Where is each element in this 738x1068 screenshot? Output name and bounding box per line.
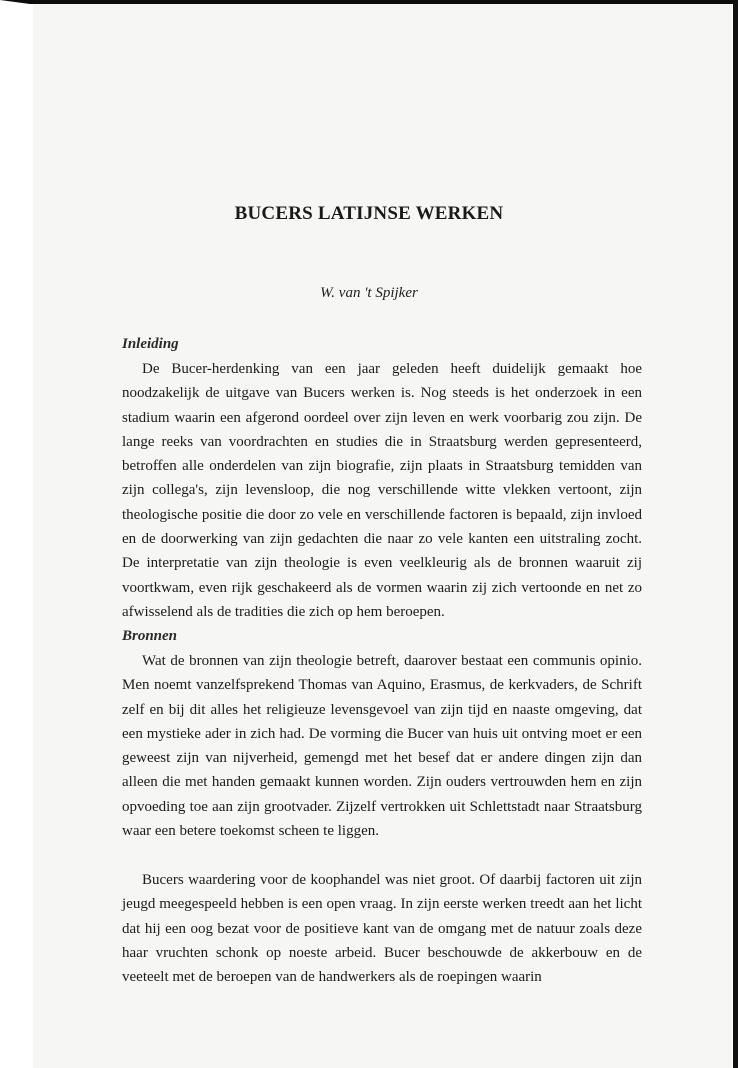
author-byline: W. van 't Spijker — [320, 285, 418, 301]
paragraph-bronnen-2: Bucers waardering voor de koophandel was niet groot. Of daarbij factoren uit zijn jeugd meegespeeld hebben is een open vraag. In zijn eerste werken treedt aan het licht dat hij een oog bezat voor de positieve kant van de omgang met de natuur zoals deze haar vruchten schonk op noeste arbeid. Bucer beschouwde de akkerbouw en de veeteelt met de beroepen van de handwerkers als de roepingen waarin — [122, 872, 642, 986]
paragraph-inleiding: De Bucer-herdenking van een jaar geleden heeft duidelijk gemaakt hoe noodzakelijk de uitgave van Bucers werken is. Nog steeds is het onderzoek in een stadium waarin een afgerond oordeel over zijn leven en werk voorbarig zou zijn. De lange reeks van voordrachten en studies die in Straatsburg werden gepresenteerd, betroffen alle onderdelen van zijn biografie, zijn plaats in Straatsburg temidden van zijn collega's, zijn levensloop, die nog verschillende witte vlekken vertoont, zijn theologische positie die door zo vele en verschillende factoren is bepaald, zijn invloed en de doorwerking van zijn gedachten die naar zo vele kanten een uitstraling zocht. De interpretatie van zijn theologie is even veelkleurig als de bronnen waaruit zij voortkwam, even rijk geschakeerd als de vormen waarin zij zich vertoonde en net zo afwisselend als de tradities die zich op hem beroepen. — [122, 361, 642, 620]
paragraph-bronnen-1: Wat de bronnen van zijn theologie betreft, daarover bestaat een communis opinio. Men noemt vanzelfsprekend Thomas van Aquino, Erasmus, de kerkvaders, de Schrift zelf en bij dit alles het religieuze levensgevoel van zijn tijd en naaste omgeving, dat een mystieke ader in zich had. De vorming die Bucer van huis uit ontving moet er een geweest zijn van nijverheid, gemengd met het besef dat er andere dingen zijn dan alleen die met handen gemaakt kunnen worden. Zijn ouders vertrouwden hem en zijn opvoeding toe aan zijn grootvader. Zijzelf vertrokken uit Schlettstadt naar Straatsburg waar een betere toekomst scheen te liggen. — [122, 653, 642, 840]
section-heading-bronnen: Bronnen — [122, 628, 178, 644]
section-heading-inleiding: Inleiding — [122, 336, 179, 352]
article-title: BUCERS LATIJNSE WERKEN — [234, 203, 504, 224]
